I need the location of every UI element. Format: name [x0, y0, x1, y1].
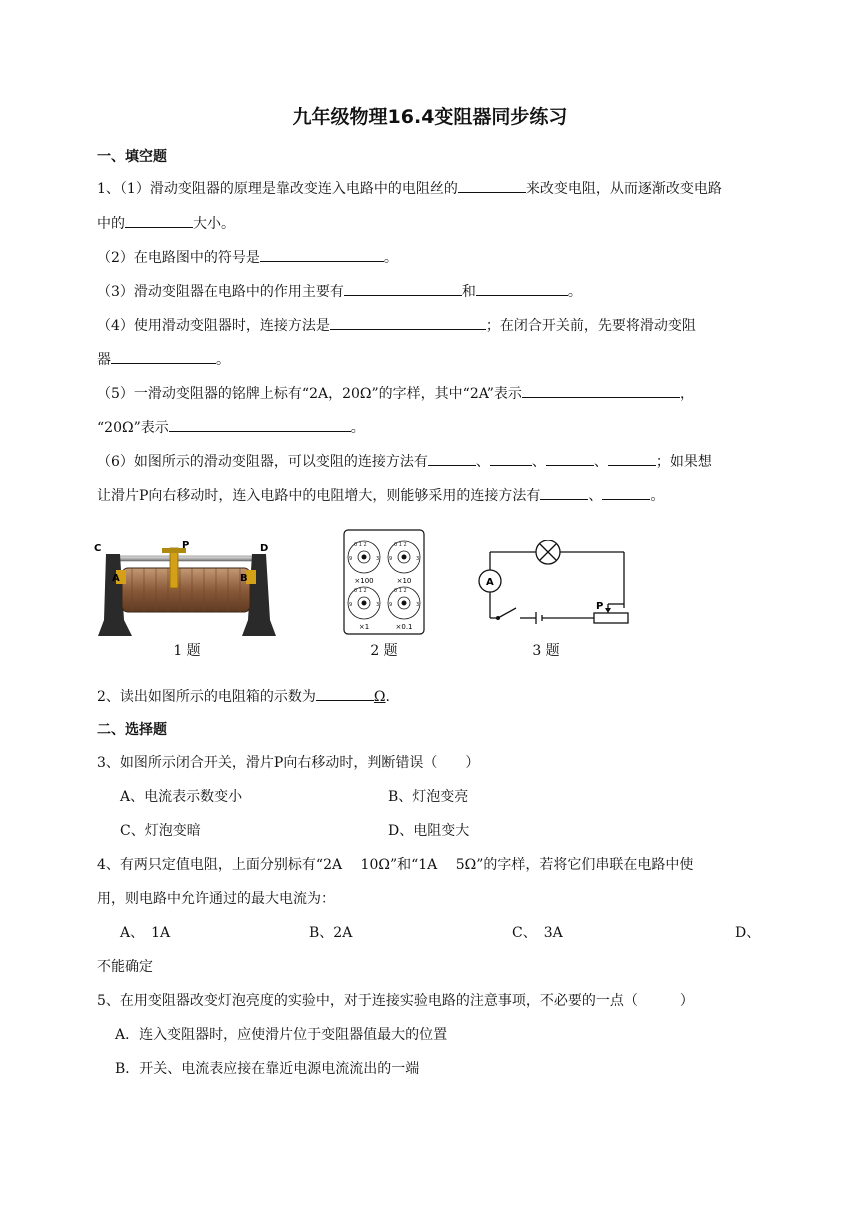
- svg-text:0 1 2: 0 1 2: [394, 588, 407, 594]
- section-heading-fill: 一、填空题: [97, 149, 167, 165]
- svg-text:3: 3: [416, 602, 420, 608]
- svg-text:3: 3: [416, 556, 420, 562]
- q5-option-b: B．开关、电流表应接在靠近电源电流流出的一端: [115, 1061, 420, 1077]
- multiplier-x10: ×10: [396, 577, 412, 585]
- terminal-d-label: D: [260, 543, 269, 554]
- svg-text:3: 3: [376, 556, 380, 562]
- caption-fig2: 2 题: [370, 643, 398, 659]
- q3-option-b: B、灯泡变亮: [388, 789, 469, 805]
- svg-text:9: 9: [389, 556, 393, 562]
- page-title: 九年级物理16.4变阻器同步练习: [292, 106, 568, 128]
- caption-fig1: 1 题: [173, 643, 201, 659]
- ammeter-label: A: [486, 577, 494, 588]
- multiplier-x1: ×1: [358, 623, 370, 631]
- resistance-box-figure: [343, 529, 425, 635]
- q1-line2: 中的 大小。: [97, 213, 235, 233]
- terminal-a-label: A: [112, 573, 120, 584]
- q4-option-b: B、2A: [309, 925, 353, 941]
- q2-line: 2、读出如图所示的电阻箱的示数为 Ω.: [97, 686, 390, 706]
- q5-stem: 5、在用变阻器改变灯泡亮度的实验中，对于连接实验电路的注意事项，不必要的一点（ ）: [97, 993, 694, 1009]
- q1-line1: 1、（1）滑动变阻器的原理是靠改变连入电路中的电阻丝的 来改变电阻，从而逐渐改变电路: [97, 178, 722, 198]
- q3-option-c: C、灯泡变暗: [120, 823, 201, 839]
- q4-line1: 4、有两只定值电阻，上面分别标有“2A 10Ω”和“1A 5Ω”的字样，若将它们串联在电路中使: [97, 857, 694, 873]
- slider-p-label: P: [182, 540, 190, 551]
- terminal-b-label: B: [240, 573, 248, 584]
- slider-p-circuit-label: P: [596, 601, 604, 612]
- caption-fig3: 3 题: [532, 643, 560, 659]
- q1-part2: （2）在电路图中的符号是 。: [97, 247, 398, 267]
- q1-part6: （6）如图所示的滑动变阻器，可以变阻的连接方法有 、 、 、 ；如果想: [97, 451, 712, 471]
- svg-text:9: 9: [349, 556, 353, 562]
- section-heading-choice: 二、选择题: [97, 722, 167, 738]
- q1-part5: （5）一滑动变阻器的铭牌上标有“2A，20Ω”的字样，其中“2A”表示 ，: [97, 383, 694, 403]
- q4-option-c: C、 3A: [512, 925, 563, 941]
- multiplier-x100: ×100: [354, 577, 374, 585]
- svg-text:9: 9: [349, 602, 353, 608]
- q5-option-a: A．连入变阻器时，应使滑片位于变阻器值最大的位置: [115, 1027, 448, 1043]
- terminal-c-label: C: [94, 543, 102, 554]
- q1-part3: （3）滑动变阻器在电路中的作用主要有 和 。: [97, 281, 582, 301]
- rheostat-figure: [92, 540, 282, 640]
- circuit-figure: [474, 540, 634, 626]
- svg-text:0 1 2: 0 1 2: [354, 542, 367, 548]
- q3-option-d: D、电阻变大: [388, 823, 470, 839]
- q1-part6-cont: 让滑片P向右移动时，连入电路中的电阻增大，则能够采用的连接方法有 、 。: [97, 485, 664, 505]
- q4-option-a: A、 1A: [120, 925, 171, 941]
- q1-part4-cont: 器 。: [97, 349, 230, 369]
- q3-option-a: A、电流表示数变小: [120, 789, 243, 805]
- svg-text:0 1 2: 0 1 2: [354, 588, 367, 594]
- svg-text:0 1 2: 0 1 2: [394, 542, 407, 548]
- svg-text:9: 9: [389, 602, 393, 608]
- q1-part4: （4）使用滑动变阻器时，连接方法是 ；在闭合开关前，先要将滑动变阻: [97, 315, 696, 335]
- q1-part5-cont: “20Ω”表示 。: [97, 417, 365, 437]
- q4-option-d-text: 不能确定: [97, 959, 153, 975]
- multiplier-x0.1: ×0.1: [395, 623, 413, 631]
- q4-line2: 用，则电路中允许通过的最大电流为：: [97, 891, 335, 907]
- q3-stem: 3、如图所示闭合开关，滑片P向右移动时，判断错误（ ）: [97, 755, 480, 771]
- svg-text:3: 3: [376, 602, 380, 608]
- q4-option-d: D、: [735, 925, 761, 941]
